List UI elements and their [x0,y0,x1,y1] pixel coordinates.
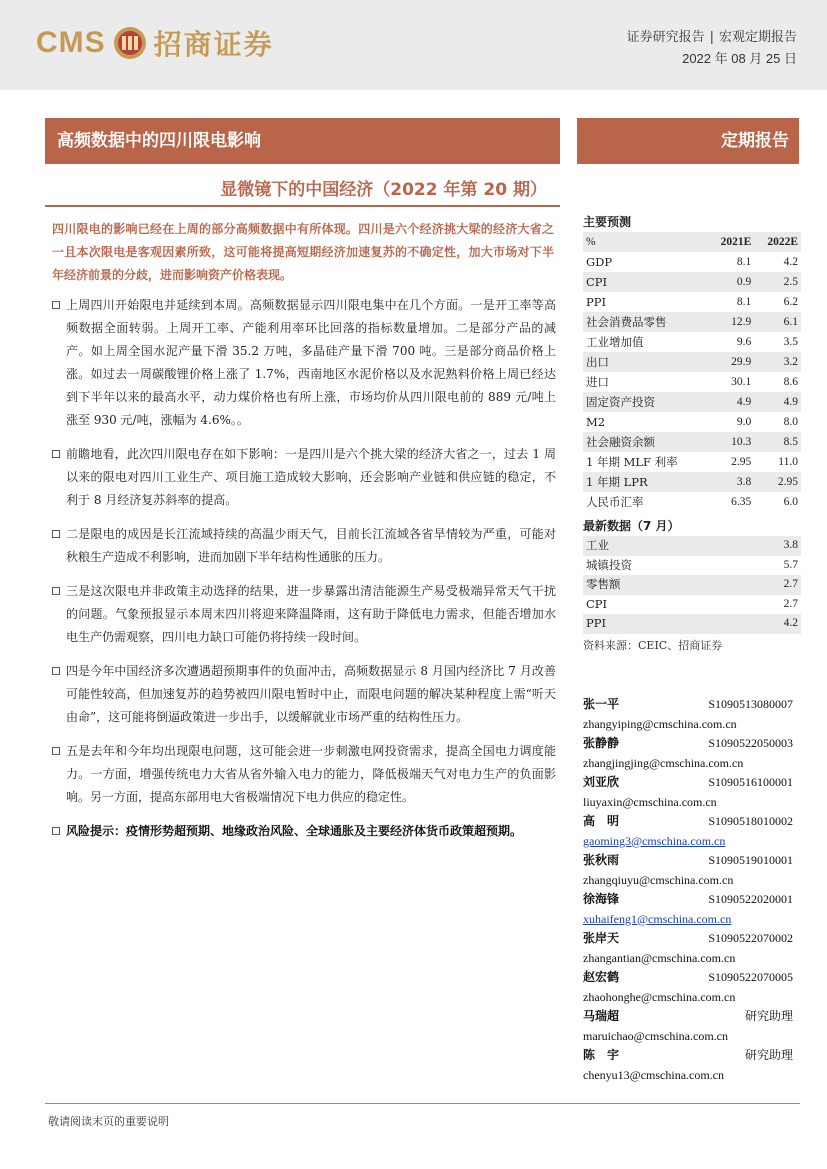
latest-data-table [583,536,801,634]
cell-value: 8.1 [736,296,752,308]
analyst-email: liuyaxin@cmschina.com.cn [583,794,717,809]
cell-value: 3.8 [783,539,798,551]
analyst-id: S1090522070002 [708,931,793,945]
analyst-name: 赵宏鹤 [583,970,620,984]
cell-value: 5.7 [783,558,798,571]
table-row [583,575,801,595]
cell-value: 0.9 [736,276,752,288]
analyst-email: zhangantian@cmschina.com.cn [583,950,736,965]
checkbox-bullet-icon [52,530,60,538]
cell-value: 6.1 [783,316,798,328]
analyst-name: 陈 宇 [583,1048,620,1062]
cell-value: 12.9 [731,316,752,328]
analyst-name: 徐海锋 [583,892,620,906]
table-row [583,392,801,412]
cell-value: 8.0 [783,416,798,428]
analyst-id: S1090519010001 [708,853,793,867]
bullet-item [50,660,556,729]
forecast-col-header: 2021E [720,236,752,248]
cell-value: 29.9 [731,356,752,368]
bullet-item [50,523,556,569]
checkbox-bullet-icon [52,301,60,309]
table-row [583,332,801,352]
row-label: M2 [586,415,606,429]
data-source-note: 资料来源：CEIC、招商证券 [583,638,723,652]
row-label: 城镇投资 [586,557,632,572]
table-row [583,432,801,452]
cell-value: 2.5 [783,276,798,288]
bullet-list [50,294,556,854]
analyst-row [583,968,793,988]
cell-value: 4.9 [783,396,798,408]
analyst-email: maruichao@cmschina.com.cn [583,1028,728,1043]
cell-value: 3.5 [783,336,798,348]
checkbox-bullet-icon [52,450,60,458]
analyst-name: 张岸天 [583,931,620,945]
footer-divider [45,1103,800,1104]
table-row [583,536,801,556]
forecast-table [583,232,801,512]
analyst-name: 高 明 [583,814,620,828]
analyst-list [583,695,793,1085]
cell-value: 9.6 [736,336,752,348]
forecast-sidebar [583,212,801,653]
analyst-email-link[interactable]: xuhaifeng1@cmschina.com.cn [583,911,732,926]
analyst-row [583,773,793,793]
analyst-email: zhangjingjing@cmschina.com.cn [583,755,744,770]
row-label: 1 年期 MLF 利率 [586,455,678,469]
cell-value: 4.2 [783,617,798,629]
cell-value: 4.9 [736,396,752,408]
summary-paragraph: 四川限电的影响已经在上周的部分高频数据中有所体现。四川是六个经济挑大梁的经济大省之一且本次限电是客观因素所致，这可能将提高短期经济加速复苏的不确定性，加大市场对下半年经济前景的分歧，进而影响资产价格表现。 [52,222,554,282]
cell-value: 8.1 [736,256,752,268]
report-type [627,26,797,45]
forecast-col-header: 2022E [767,236,798,248]
table-row [583,272,801,292]
checkbox-bullet-icon [52,827,60,835]
report-subcategory: 宏观定期报告 [718,30,797,45]
analyst-row [583,890,793,910]
row-label: 出口 [586,355,609,369]
table-row [583,312,801,332]
table-row [583,372,801,392]
bullet-item [50,443,556,512]
analyst-id: S1090516100001 [708,775,793,789]
table-row [583,595,801,615]
analyst-row [583,1007,793,1027]
cell-value: 2.7 [783,597,798,610]
cell-value: 11.0 [778,456,798,468]
analyst-name: 马瑞超 [583,1009,620,1023]
table-row [583,252,801,272]
risk-note-text: 风险提示：疫情形势超预期、地缘政治风险、全球通胀及主要经济体货币政策超预期。 [66,824,523,838]
analyst-email: zhangyiping@cmschina.com.cn [583,716,737,731]
bullet-item [50,740,556,809]
cell-value: 3.2 [783,356,798,368]
row-label: PPI [586,295,607,309]
row-label: 社会消费品零售 [586,315,667,329]
cell-value: 9.0 [736,416,752,428]
cell-value: 2.95 [731,456,752,468]
checkbox-bullet-icon [52,587,60,595]
analyst-email: zhangqiuyu@cmschina.com.cn [583,872,734,887]
footer-note: 敬请阅读末页的重要说明 [48,1115,169,1128]
analyst-row [583,929,793,949]
table-row [583,452,801,472]
latest-data-heading: 最新数据（7 月） [583,519,680,533]
forecast-heading: 主要预测 [583,215,632,229]
analyst-email: chenyu13@cmschina.com.cn [583,1067,725,1082]
report-subtitle: 显微镜下的中国经济（2022 年第 20 期） [220,180,547,200]
bullet-item [50,580,556,649]
cell-value: 6.0 [783,496,798,508]
cell-value: 8.6 [783,376,798,388]
row-label: 固定资产投资 [586,395,655,409]
logo-text-cms: CMS [36,26,106,59]
row-label: CPI [586,596,608,611]
bullet-text: 四是今年中国经济多次遭遇超预期事件的负面冲击，高频数据显示 8 月国内经济比 7 月改善可能性较高，但加速复苏的趋势被四川限电暂时中止，而限电问题的解决某种程度上需“听天由命”，这可能将倒逼政策进一步出手，以缓解就业市场严重的结构性压力。 [66,664,556,724]
risk-note [50,820,556,843]
cell-value: 4.2 [783,256,798,268]
title-divider [45,205,560,207]
analyst-row [583,851,793,871]
report-date: 2022 年 08 月 25 日 [682,51,797,66]
report-category: 证券研究报告 [626,30,705,45]
logo-emblem-icon [112,25,148,61]
analyst-id: S1090522020001 [708,892,793,906]
table-row [583,556,801,576]
cell-value: 30.1 [731,376,752,388]
cell-value: 6.35 [731,496,752,508]
analyst-row [583,734,793,754]
table-row [583,614,801,634]
analyst-name: 张秋雨 [583,853,620,867]
table-row [583,412,801,432]
bullet-item [50,294,556,432]
analyst-id: S1090513080007 [708,697,793,711]
analyst-id: S1090522070005 [708,970,793,984]
forecast-col-header: % [586,236,596,248]
row-label: 零售额 [586,577,621,591]
separator: | [709,30,714,45]
analyst-row [583,812,793,832]
analyst-id: S1090518010002 [708,814,793,828]
checkbox-bullet-icon [52,747,60,755]
row-label: 进口 [586,375,609,389]
report-title: 高频数据中的四川限电影响 [45,118,560,164]
table-row [583,492,801,512]
bullet-text: 上周四川开始限电并延续到本周。高频数据显示四川限电集中在几个方面。一是开工率等高频数据全面转弱。上周开工率、产能利用率环比回落的指标数量增加。二是部分产品的减产。如上周全国水泥产量下滑 35.2 万吨，多晶硅产量下滑 700 吨。三是部分商品价格上涨。如过去一周碳酸锂价格上涨了 1.7%，西南地区水泥价格以及水泥熟料价格上周已经达到下半年以来的最高水平，动力煤价格也有所上涨，市场均价从四川限电前的 889 元/吨上涨至 930 元/吨，涨幅为 4.6%。。 [66,298,556,427]
analyst-name: 张一平 [583,697,620,711]
cell-value: 2.7 [783,578,798,590]
table-row [583,352,801,372]
analyst-email: zhaohonghe@cmschina.com.cn [583,989,736,1004]
analyst-role: 研究助理 [744,1048,793,1062]
cell-value: 8.5 [783,436,798,448]
bullet-text: 前瞻地看，此次四川限电存在如下影响：一是四川是六个挑大梁的经济大省之一，过去 1 周以来的限电对四川工业生产、项目施工造成较大影响，还会影响产业链和供应链的稳定，不利于 8 月经济复苏斜率的提高。 [66,447,556,507]
bullet-text: 五是去年和今年均出现限电问题，这可能会进一步刺激电网投资需求，提高全国电力调度能力。一方面，增强传统电力大省从省外输入电力的能力，降低极端天气对电力生产的负面影响。另一方面，提高东部用电大省极端情况下电力供应的稳定性。 [66,744,556,804]
row-label: 人民币汇率 [586,495,644,509]
analyst-name: 刘亚欣 [583,775,620,789]
row-label: 工业 [586,538,609,552]
table-row [583,472,801,492]
bullet-text: 三是这次限电并非政策主动选择的结果，进一步暴露出清洁能源生产易受极端异常天气干扰的问题。气象预报显示本周末四川将迎来降温降雨，这有助于降低电力需求，但能否增加水电生产仍需观察，四川电力缺口可能仍将持续一段时间。 [66,584,556,644]
checkbox-bullet-icon [52,667,60,675]
analyst-row [583,1046,793,1066]
row-label: 社会融资余额 [586,435,655,449]
cell-value: 10.3 [731,436,752,448]
row-label: GDP [586,255,613,269]
forecast-header-row [583,232,801,252]
cms-logo [36,22,274,64]
logo-text-cn: 招商证券 [153,28,274,61]
row-label: 工业增加值 [586,335,644,349]
row-label: PPI [586,616,607,630]
analyst-row [583,695,793,715]
cell-value: 2.95 [777,476,798,488]
analyst-email-link[interactable]: gaoming3@cmschina.com.cn [583,833,726,848]
cell-value: 3.8 [736,476,752,488]
report-tag: 定期报告 [577,118,799,164]
analyst-id: S1090522050003 [708,736,793,750]
row-label: 1 年期 LPR [586,475,648,489]
bullet-text: 二是限电的成因是长江流域持续的高温少雨天气，目前长江流域各省旱情较为严重，可能对秋粮生产造成不利影响，进而加剧下半年结构性通胀的压力。 [66,527,556,564]
table-row [583,292,801,312]
analyst-role: 研究助理 [744,1009,793,1023]
analyst-name: 张静静 [583,736,620,750]
row-label: CPI [586,275,608,289]
cell-value: 6.2 [783,296,798,308]
